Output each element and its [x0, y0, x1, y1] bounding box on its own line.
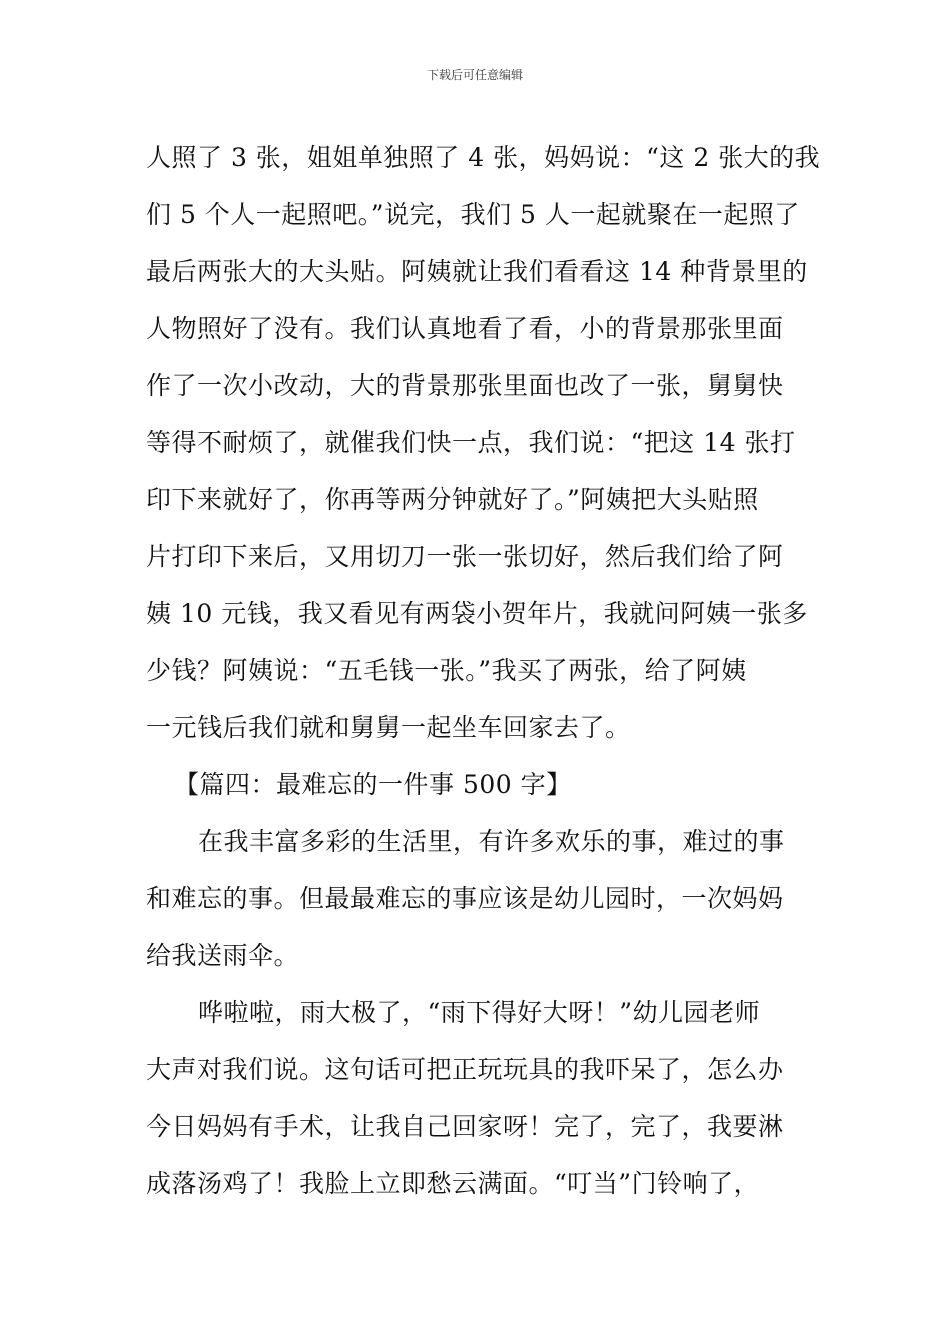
text-line: 们 5 个人一起照吧。”说完，我们 5 人一起就聚在一起照了	[146, 200, 800, 229]
text-line: 今日妈妈有手术，让我自己回家呀！完了，完了，我要淋	[146, 1112, 784, 1141]
page-header: 下载后可任意编辑	[426, 68, 523, 82]
text-line: 等得不耐烦了，就催我们快一点，我们说：“把这 14 张打	[146, 428, 796, 457]
text-line: 片打印下来后，又用切刀一张一张切好，然后我们给了阿	[146, 542, 784, 571]
text-line: 给我送雨伞。	[146, 941, 300, 970]
text-line: 一元钱后我们就和舅舅一起坐车回家去了。	[146, 713, 631, 742]
text-line: 和难忘的事。但最最难忘的事应该是幼儿园时，一次妈妈	[146, 884, 784, 913]
text-line: 大声对我们说。这句话可把正玩玩具的我吓呆了，怎么办	[146, 1055, 784, 1084]
text-line: 最后两张大的大头贴。阿姨就让我们看看这 14 种背景里的	[146, 257, 808, 286]
text-line: 少钱？阿姨说：“五毛钱一张。”我买了两张，给了阿姨	[146, 656, 747, 685]
text-line: 人物照好了没有。我们认真地看了看，小的背景那张里面	[146, 314, 784, 343]
text-line: 在我丰富多彩的生活里，有许多欢乐的事，难过的事	[198, 827, 785, 856]
text-line: 哗啦啦，雨大极了，“雨下得好大呀！”幼儿园老师	[198, 998, 761, 1027]
text-line: 作了一次小改动，大的背景那张里面也改了一张，舅舅快	[146, 371, 784, 400]
text-line: 成落汤鸡了！我脸上立即愁云满面。“叮当”门铃响了，	[146, 1169, 760, 1198]
text-line: 印下来就好了，你再等两分钟就好了。”阿姨把大头贴照	[146, 485, 759, 514]
text-line: 姨 10 元钱，我又看见有两袋小贺年片，我就问阿姨一张多	[146, 599, 808, 628]
section-heading: 【篇四：最难忘的一件事 500 字】	[174, 770, 572, 799]
text-line: 人照了 3 张，姐姐单独照了 4 张，妈妈说：“这 2 张大的我	[146, 143, 821, 172]
